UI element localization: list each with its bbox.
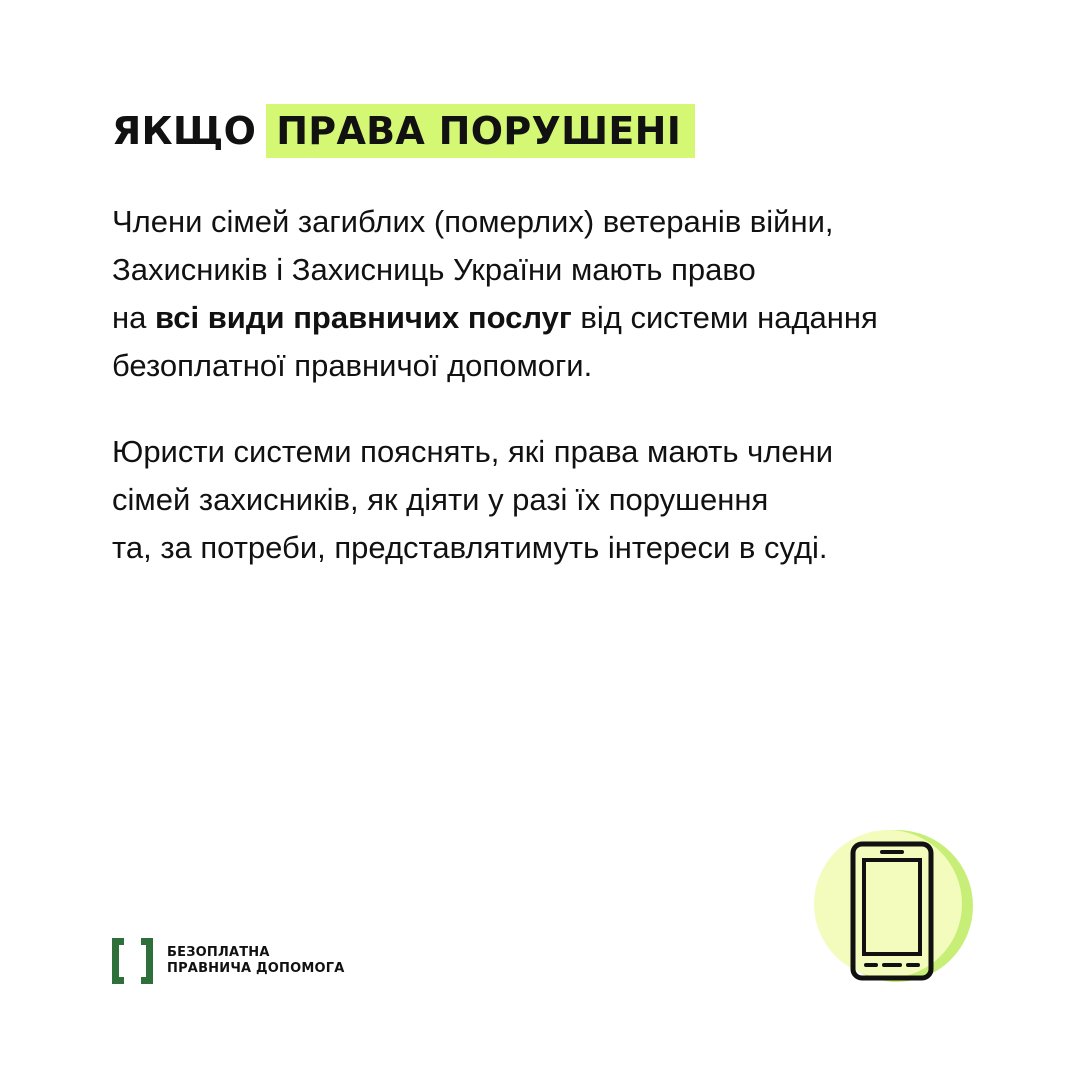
- emphasis-services: всі види правничих послуг: [154, 300, 572, 335]
- logo-right-bracket: [141, 938, 153, 984]
- paragraph-rights-line-4: безоплатної правничої допомоги.: [112, 348, 593, 383]
- headline: [112, 104, 695, 158]
- headline-highlight: ПРАВА ПОРУШЕНІ: [266, 104, 695, 158]
- smartphone-illustration: [808, 826, 978, 996]
- paragraph-lawyers-line-3: та, за потреби, представлятимуть інтереси в суді.: [112, 530, 828, 565]
- paragraph-lawyers-line-2: сімей захисників, як діяти у разі їх порушення: [112, 482, 769, 517]
- paragraph-rights-line-2: Захисників і Захисниць України мають право: [112, 252, 756, 287]
- smartphone-icon: [808, 826, 978, 996]
- paragraph-rights: [112, 198, 1012, 390]
- paragraph-rights-line-3: [112, 294, 1012, 342]
- paragraph-lawyers: [112, 428, 1012, 572]
- line-3-start: на: [112, 300, 155, 335]
- logo-text-line-2: ПРАВНИЧА ДОПОМОГА: [167, 961, 345, 976]
- logo-text-line-1: БЕЗОПЛАТНА: [167, 945, 270, 960]
- logo-left-bracket: [112, 938, 124, 984]
- line-3-end: від системи надання: [571, 300, 878, 335]
- paragraph-rights-line-1: Члени сімей загиблих (померлих) ветеранів війни,: [112, 204, 834, 239]
- headline-prefix: ЯКЩО: [112, 109, 257, 153]
- paragraph-lawyers-line-1: Юристи системи пояснять, які права мають члени: [112, 434, 834, 469]
- logo-text: [167, 945, 345, 977]
- organization-logo: [112, 937, 345, 985]
